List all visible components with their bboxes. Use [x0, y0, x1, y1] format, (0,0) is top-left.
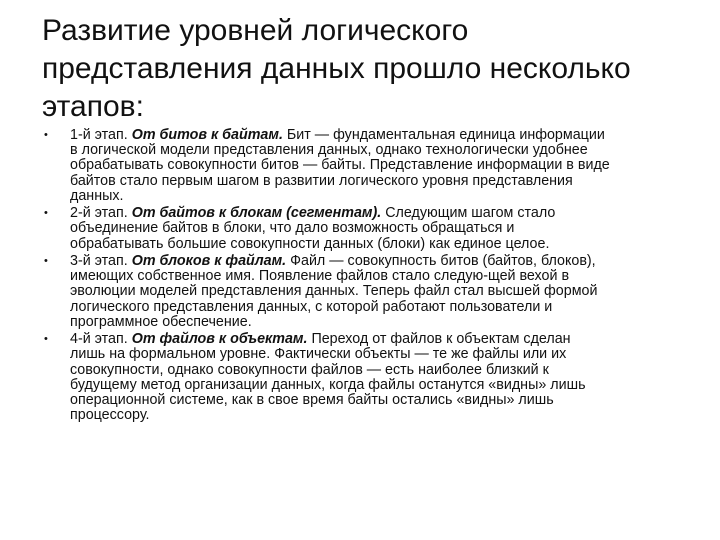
list-item-stage-4: [44, 332, 684, 423]
item-first-line: [70, 128, 684, 143]
stages-list: [44, 128, 684, 426]
title-line: этапов:: [42, 90, 144, 123]
item-text-line: будущему метод организации данных, когда файлы останутся «видны» лишь: [70, 376, 586, 393]
stage-label: 2-й этап.: [70, 205, 128, 222]
title-line: представления данных прошло несколько: [42, 52, 631, 85]
list-item-stage-2: [44, 206, 684, 252]
item-first-line: [70, 332, 684, 347]
list-item-stage-3: [44, 254, 684, 330]
item-text-line: объединение байтов в блоки, что дало возможность обращаться и: [70, 220, 515, 237]
stage-heading: От блоков к файлам.: [131, 253, 287, 269]
slide-title: [42, 12, 692, 126]
item-text: Бит — фундаментальная единица информации: [282, 127, 605, 143]
item-text-line: байтов стало первым шагом в развитии логического уровня представления: [70, 172, 573, 189]
item-text-line: имеющих собственное имя. Появление файлов стало следую-щей вехой в: [70, 268, 570, 285]
list-item-stage-1: [44, 128, 684, 204]
stage-heading: От байтов к блокам (сегментам).: [131, 205, 382, 222]
bullet-icon: •: [44, 255, 48, 267]
item-text-line: программное обеспечение.: [70, 313, 252, 330]
stage-label: 3-й этап.: [70, 253, 128, 269]
item-text-line: совокупности, однако совокупности файлов — есть наиболее близкий к: [70, 361, 549, 378]
item-text-line: обрабатывать большие совокупности данных (блоки) как единое целое.: [70, 235, 550, 252]
item-first-line: [70, 254, 684, 269]
item-text-line: операционной системе, как в свое время байты остались «видны» лишь: [70, 392, 554, 409]
item-text: Следующим шагом стало: [381, 205, 556, 222]
item-text: Переход от файлов к объектам сделан: [307, 331, 571, 348]
stage-heading: От файлов к объектам.: [131, 331, 308, 348]
item-first-line: [70, 206, 684, 221]
bullet-icon: •: [44, 129, 48, 141]
title-line: Развитие уровней логического: [42, 14, 469, 47]
item-text-line: обрабатывать совокупности битов — байты. Представление информации в виде: [70, 157, 610, 174]
item-text-line: данных.: [70, 187, 124, 204]
item-text-line: лишь на формальном уровне. Фактически объекты — те же файлы или их: [70, 346, 567, 363]
bullet-icon: •: [44, 333, 48, 346]
item-text-line: процессору.: [70, 407, 150, 424]
stage-heading: От битов к байтам.: [131, 127, 283, 143]
item-text-line: логического представления данных, с которой работают пользователи и: [70, 298, 553, 315]
bullet-icon: •: [44, 207, 48, 220]
item-text-line: в логической модели представления данных, однако технологически удобнее: [70, 142, 588, 159]
item-text-line: эволюции моделей представления данных. Теперь файл стал высшей формой: [70, 283, 598, 300]
stage-label: 4-й этап.: [70, 331, 128, 348]
stage-label: 1-й этап.: [70, 127, 128, 143]
item-text: Файл — совокупность битов (байтов, блоков),: [286, 253, 596, 269]
